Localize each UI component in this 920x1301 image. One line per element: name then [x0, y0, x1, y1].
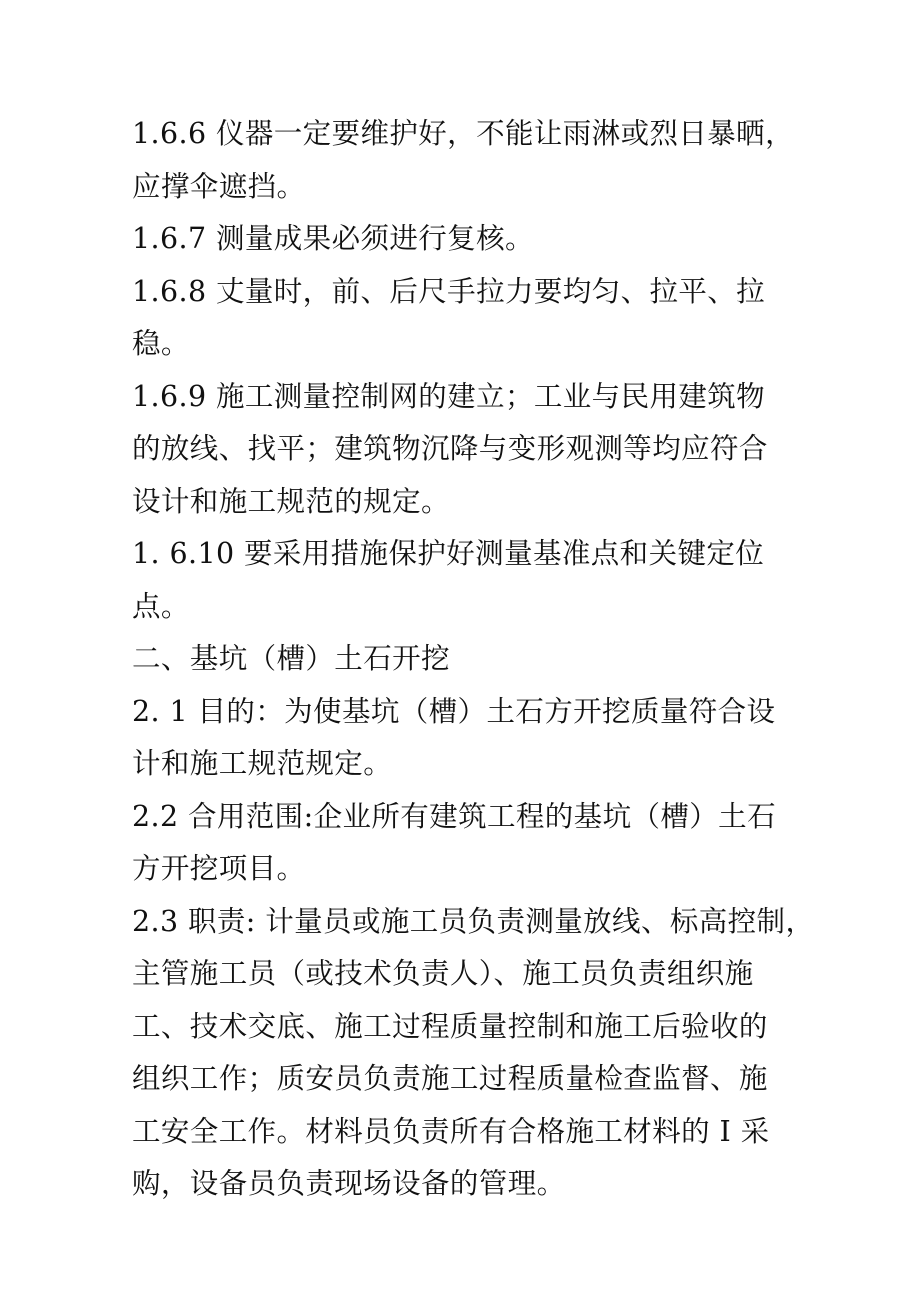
text-line: 1.6.6 仪器一定要维护好，不能让雨淋或烈日暴晒， [132, 117, 794, 150]
text-line: 的放线、找平；建筑物沉降与变形观测等均应符合 [132, 432, 768, 465]
text-line: 计和施工规范规定。 [132, 747, 393, 780]
text-line: 方开挖项目。 [132, 852, 306, 885]
text-line: 设计和施工规范的规定。 [132, 484, 450, 518]
text-line: 购，设备员负责现场设备的管理。 [132, 1167, 566, 1200]
text-line: 1.6.7 测量成果必须进行复核。 [132, 222, 534, 255]
text-line: 1.6.8 丈量时，前、后尺手拉力要均匀、拉平、拉 [132, 274, 766, 308]
text-line: 1. 6.10 要采用措施保护好测量基准点和关键定位 [132, 537, 765, 570]
text-line: 2. 1 目的：为使基坑（槽）土石方开挖质量符合设 [132, 694, 776, 728]
text-line: 应撑伞遮挡。 [132, 169, 306, 203]
text-line: 1.6.9 施工测量控制网的建立；工业与民用建筑物 [132, 379, 766, 413]
text-line: 主管施工员（或技术负责人）、施工员负责组织施 [132, 957, 754, 990]
section-heading: 二、基坑（槽）土石开挖 [132, 642, 450, 675]
document-body [132, 108, 815, 1211]
text-line: 稳。 [132, 327, 190, 360]
text-line: 2.3 职责: 计量员或施工员负责测量放线、标高控制， [132, 904, 815, 938]
text-line: 点。 [132, 589, 190, 623]
text-line: 2.2 合用范围:企业所有建筑工程的基坑（槽）土石 [132, 799, 776, 833]
text-line: 工安全工作。材料员负责所有合格施工材料的 I 采 [132, 1114, 770, 1148]
text-line: 工、技术交底、施工过程质量控制和施工后验收的 [132, 1009, 768, 1043]
text-line: 组织工作；质安员负责施工过程质量检查监督、施 [132, 1062, 768, 1095]
